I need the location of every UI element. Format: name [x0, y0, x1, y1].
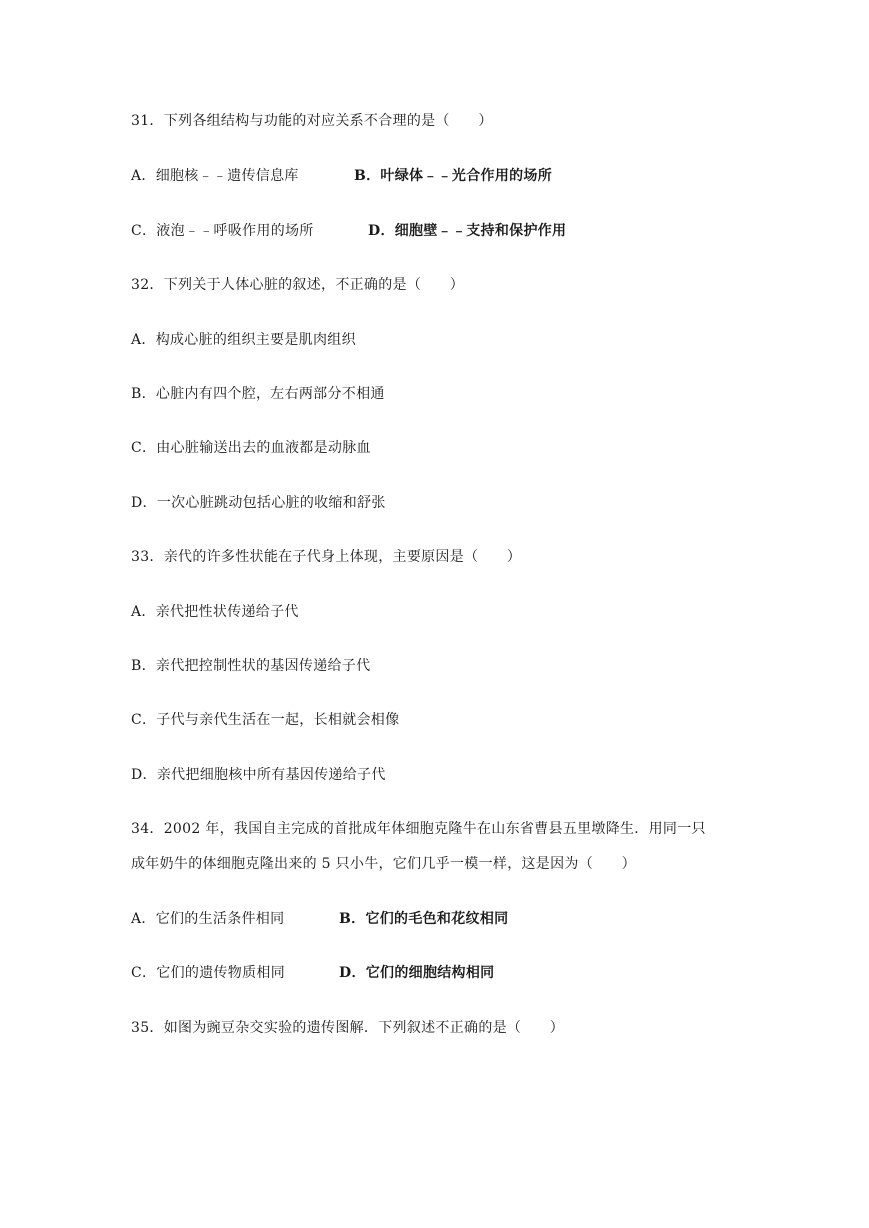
question-32-option-a: A．构成心脏的组织主要是肌肉组织 — [131, 332, 356, 348]
question-34-option-a: A．它们的生活条件相同 — [131, 911, 285, 927]
question-35-stem: 35．如图为豌豆杂交实验的遗传图解．下列叙述不正确的是（ ） — [131, 1020, 565, 1036]
question-31-stem: 31．下列各组结构与功能的对应关系不合理的是（ ） — [131, 113, 493, 129]
question-32-option-b: B．心脏内有四个腔，左右两部分不相通 — [131, 386, 385, 402]
question-33-option-b: B．亲代把控制性状的基因传递给子代 — [131, 658, 371, 674]
question-31-option-c: C．液泡﹣﹣呼吸作用的场所 — [131, 223, 314, 239]
question-34-option-b: B．它们的毛色和花纹相同 — [339, 911, 509, 927]
question-32-option-c: C．由心脏输送出去的血液都是动脉血 — [131, 440, 371, 456]
question-34-option-d: D．它们的细胞结构相同 — [339, 965, 495, 981]
question-31-option-d: D．细胞壁﹣﹣支持和保护作用 — [368, 223, 567, 239]
question-31-option-a: A．细胞核﹣﹣遗传信息库 — [131, 168, 299, 184]
question-33-option-d: D．亲代把细胞核中所有基因传递给子代 — [131, 767, 386, 783]
question-31-option-b: B．叶绿体﹣﹣光合作用的场所 — [354, 168, 553, 184]
question-32-stem: 32．下列关于人体心脏的叙述，不正确的是（ ） — [131, 277, 465, 293]
question-33-stem: 33．亲代的许多性状能在子代身上体现，主要原因是（ ） — [131, 549, 522, 565]
question-33-option-c: C．子代与亲代生活在一起，长相就会相像 — [131, 712, 400, 728]
question-34-stem-line-1: 34．2002 年，我国自主完成的首批成年体细胞克隆牛在山东省曹县五里墩降生．用同一只 — [131, 821, 706, 837]
question-34-stem-line-2: 成年奶牛的体细胞克隆出来的 5 只小牛，它们几乎一模一样，这是因为（ ） — [131, 856, 636, 872]
question-34-option-c: C．它们的遗传物质相同 — [131, 965, 286, 981]
question-32-option-d: D．一次心脏跳动包括心脏的收缩和舒张 — [131, 495, 386, 511]
question-33-option-a: A．亲代把性状传递给子代 — [131, 604, 299, 620]
